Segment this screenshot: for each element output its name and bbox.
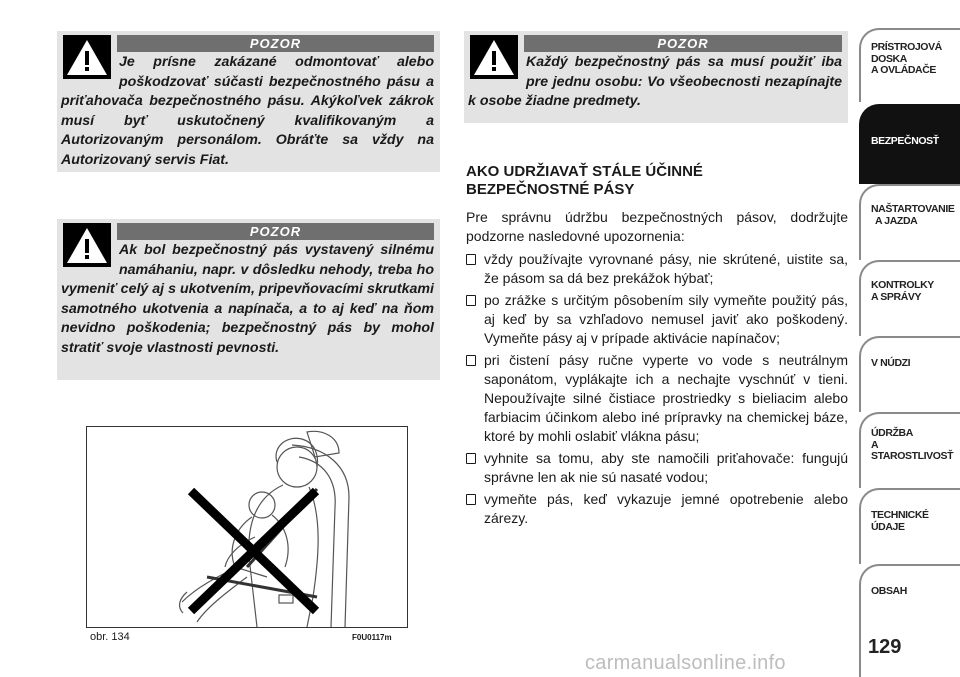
section-heading bbox=[466, 163, 846, 199]
warning-box-disassembly bbox=[57, 31, 440, 172]
tab-label: A STAROSTLIVOSŤ bbox=[871, 438, 954, 462]
list-item-text: po zrážke s určitým pôsobením sily vymeňte použitý pás, aj keď by sa vzhľadovo nemusel javiť ako poškodený. Vymeňte pásy aj v prípade aktivácie napínačov; bbox=[484, 292, 848, 346]
section-heading-line1: AKO UDRŽIAVAŤ STÁLE ÚČINNÉ bbox=[466, 163, 703, 180]
list-item-text: vyhnite sa tomu, aby ste namočili priťahovače: fungujú správne len ak nie sú nasaté vodou; bbox=[484, 450, 848, 485]
checkbox-bullet-icon bbox=[466, 295, 476, 306]
warning-text: Každý bezpečnostný pás sa musí použiť iba pre jednu osobu: Vo všeobecnosti nezapínajte k osobe žiadne predmety. bbox=[468, 54, 842, 109]
tab-label: ÚDRŽBA bbox=[871, 427, 913, 439]
warning-label: POZOR bbox=[117, 223, 434, 240]
warning-box-replace-after-stress bbox=[57, 219, 440, 380]
list-item-text: vymeňte pás, keď vykazuje jemné opotrebenie alebo zárezy. bbox=[484, 491, 848, 526]
warning-label: POZOR bbox=[524, 35, 842, 52]
tab-label: V NÚDZI bbox=[871, 357, 911, 369]
tab-label: OBSAH bbox=[871, 585, 907, 597]
figure-caption: obr. 134 bbox=[90, 631, 130, 643]
list-item-text: pri čistení pásy ručne vyperte vo vode s neutrálnym saponátom, vyplákajte ich a nechajte vyschnúť v tieni. Nepoužívajte silné čistiace prostriedky s bieliacim alebo farbiacim účinkom alebo iné prípravky na chemickej báze, ktoré by mohli oslabiť vlákna pásu; bbox=[484, 352, 848, 444]
tab-technicke-udaje[interactable] bbox=[859, 488, 960, 564]
warning-text: Je prísne zakázané odmontovať alebo poškodzovať súčasti bezpečnostného pásu a priťahovača bezpečnostného pásu. Akýkoľvek zákrok musí byť uskutočnený kvalifikovaným a Autorizovaným personálom. Obráťte sa vždy na Autorizovaný servis Fiat. bbox=[61, 54, 434, 168]
tab-label: NAŠTARTOVANIE bbox=[871, 203, 955, 215]
list-item bbox=[466, 351, 848, 446]
maintenance-list bbox=[466, 250, 848, 531]
tab-kontrolky[interactable] bbox=[859, 260, 960, 336]
section-intro: Pre správnu údržbu bezpečnostných pásov, dodržujte podzorne nasledovné upozornenia: bbox=[466, 209, 848, 244]
tab-label: PRÍSTROJOVÁ bbox=[871, 41, 942, 53]
checkbox-bullet-icon bbox=[466, 453, 476, 464]
page-number: 129 bbox=[868, 636, 902, 658]
section-heading-line2: BEZPEČNOSTNÉ PÁSY bbox=[466, 181, 635, 198]
tab-label: A OVLÁDAČE bbox=[871, 64, 937, 76]
tab-label: BEZPEČNOSŤ bbox=[871, 135, 939, 147]
checkbox-bullet-icon bbox=[466, 494, 476, 505]
warning-label: POZOR bbox=[117, 35, 434, 52]
illustration-figure bbox=[86, 426, 408, 628]
tab-label: TECHNICKÉ ÚDAJE bbox=[871, 509, 929, 533]
checkbox-bullet-icon bbox=[466, 355, 476, 366]
warning-box-one-person bbox=[464, 31, 848, 123]
tab-nastartovanie[interactable] bbox=[859, 184, 960, 260]
list-item bbox=[466, 250, 848, 288]
tab-v-nudzi[interactable] bbox=[859, 336, 960, 412]
tab-label: DOSKA bbox=[871, 52, 907, 65]
figure-code: F0U0117m bbox=[352, 633, 392, 642]
tab-label: A JAZDA bbox=[875, 214, 918, 227]
warning-text: Ak bol bezpečnostný pás vystavený silnému namáhaniu, napr. v dôsledku nehody, treba ho vymeniť celý aj s ukotvením, pripevňovacími skrutkami samotného ukotvenia a napínača, a to aj keď na ňom nevidno poškodenia; bezpečnostný pás by mohol stratiť svoje vlastnosti pevnosti. bbox=[61, 242, 434, 356]
tab-label: A SPRÁVY bbox=[871, 290, 922, 303]
list-item bbox=[466, 449, 848, 487]
list-item bbox=[466, 490, 848, 528]
child-on-lap-illustration bbox=[87, 427, 407, 627]
tab-bezpecnost[interactable] bbox=[859, 104, 960, 184]
tab-label: KONTROLKY bbox=[871, 279, 934, 291]
tab-pristrojova-doska[interactable] bbox=[859, 28, 960, 102]
watermark: carmanualsonline.info bbox=[585, 652, 786, 674]
chapter-tabs bbox=[859, 0, 960, 677]
checkbox-bullet-icon bbox=[466, 254, 476, 265]
tab-udrzba[interactable] bbox=[859, 412, 960, 488]
tab-obsah[interactable] bbox=[859, 564, 960, 677]
list-item-text: vždy používajte vyrovnané pásy, nie skrútené, uistite sa, že pásom sa dá bez prekážok hýbať; bbox=[484, 251, 848, 286]
list-item bbox=[466, 291, 848, 348]
